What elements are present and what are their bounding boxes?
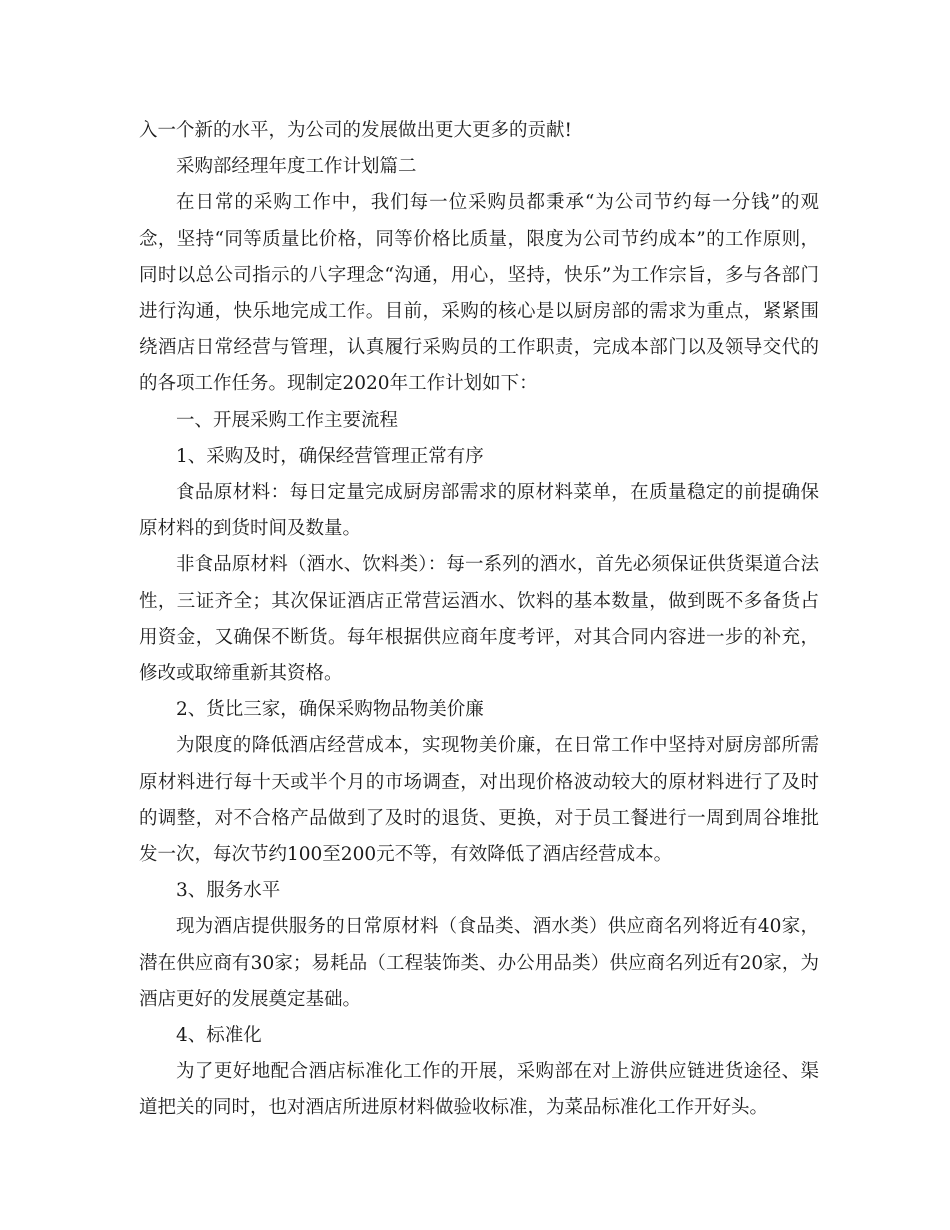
paragraph-body: 为限度的降低酒店经营成本，实现物美价廉，在日常工作中坚持对厨房部所需原材料进行每十天或半个月的市场调查，对出现价格波动较大的原材料进行了及时的调整，对不合格产品做到了及时的退货、更换，对于员工餐进行一周到周谷堆批发一次，每次节约100至200元不等，有效降低了酒店经营成本。 [139, 735, 819, 866]
subsection-heading: 1、采购及时，确保经营管理正常有序 [176, 445, 484, 467]
paragraph-body: 食品原材料：每日定量完成厨房部需求的原材料菜单，在质量稳定的前提确保原材料的到货时间及数量。 [139, 482, 819, 540]
paragraph-body: 现为酒店提供服务的日常原材料（食品类、酒水类）供应商名列将近有40家，潜在供应商有30家；易耗品（工程装饰类、办公用品类）供应商名列近有20家，为酒店更好的发展奠定基础。 [139, 916, 819, 1010]
paragraph-continuation: 入一个新的水平，为公司的发展做出更大更多的贡献! [139, 120, 572, 141]
paragraph-body: 为了更好地配合酒店标准化工作的开展，采购部在对上游供应链进货途径、渠道把关的同时，也对酒店所进原材料做验收标准，为菜品标准化工作开好头。 [139, 1061, 819, 1119]
paragraph-intro: 在日常的采购工作中，我们每一位采购员都秉承“为公司节约每一分钱”的观念，坚持“同等质量比价格，同等价格比质量，限度为公司节约成本”的工作原则，同时以总公司指示的八字理念“沟通，用心，坚持，快乐”为工作宗旨，多与各部门进行沟通，快乐地完成工作。目前，采购的核心是以厨房部的需求为重点，紧紧围绕酒店日常经营与管理，认真履行采购员的工作职责，完成本部门以及领导交代的的各项工作任务。现制定2020年工作计划如下： [139, 192, 819, 395]
subsection-heading: 4、标准化 [176, 1025, 262, 1047]
subsection-heading: 2、货比三家，确保采购物品物美价廉 [176, 699, 484, 721]
paragraph-body: 非食品原材料（酒水、饮料类）：每一系列的酒水，首先必须保证供货渠道合法性，三证齐全；其次保证酒店正常营运酒水、饮料的基本数量，做到既不多备货占用资金，又确保不断货。每年根据供应商年度考评，对其合同内容进一步的补充，修改或取缔重新其资格。 [139, 554, 819, 685]
section-heading: 采购部经理年度工作计划篇二 [176, 156, 417, 178]
document-body [139, 113, 819, 1127]
section-heading: 一、开展采购工作主要流程 [176, 409, 399, 431]
subsection-heading: 3、服务水平 [176, 880, 281, 902]
